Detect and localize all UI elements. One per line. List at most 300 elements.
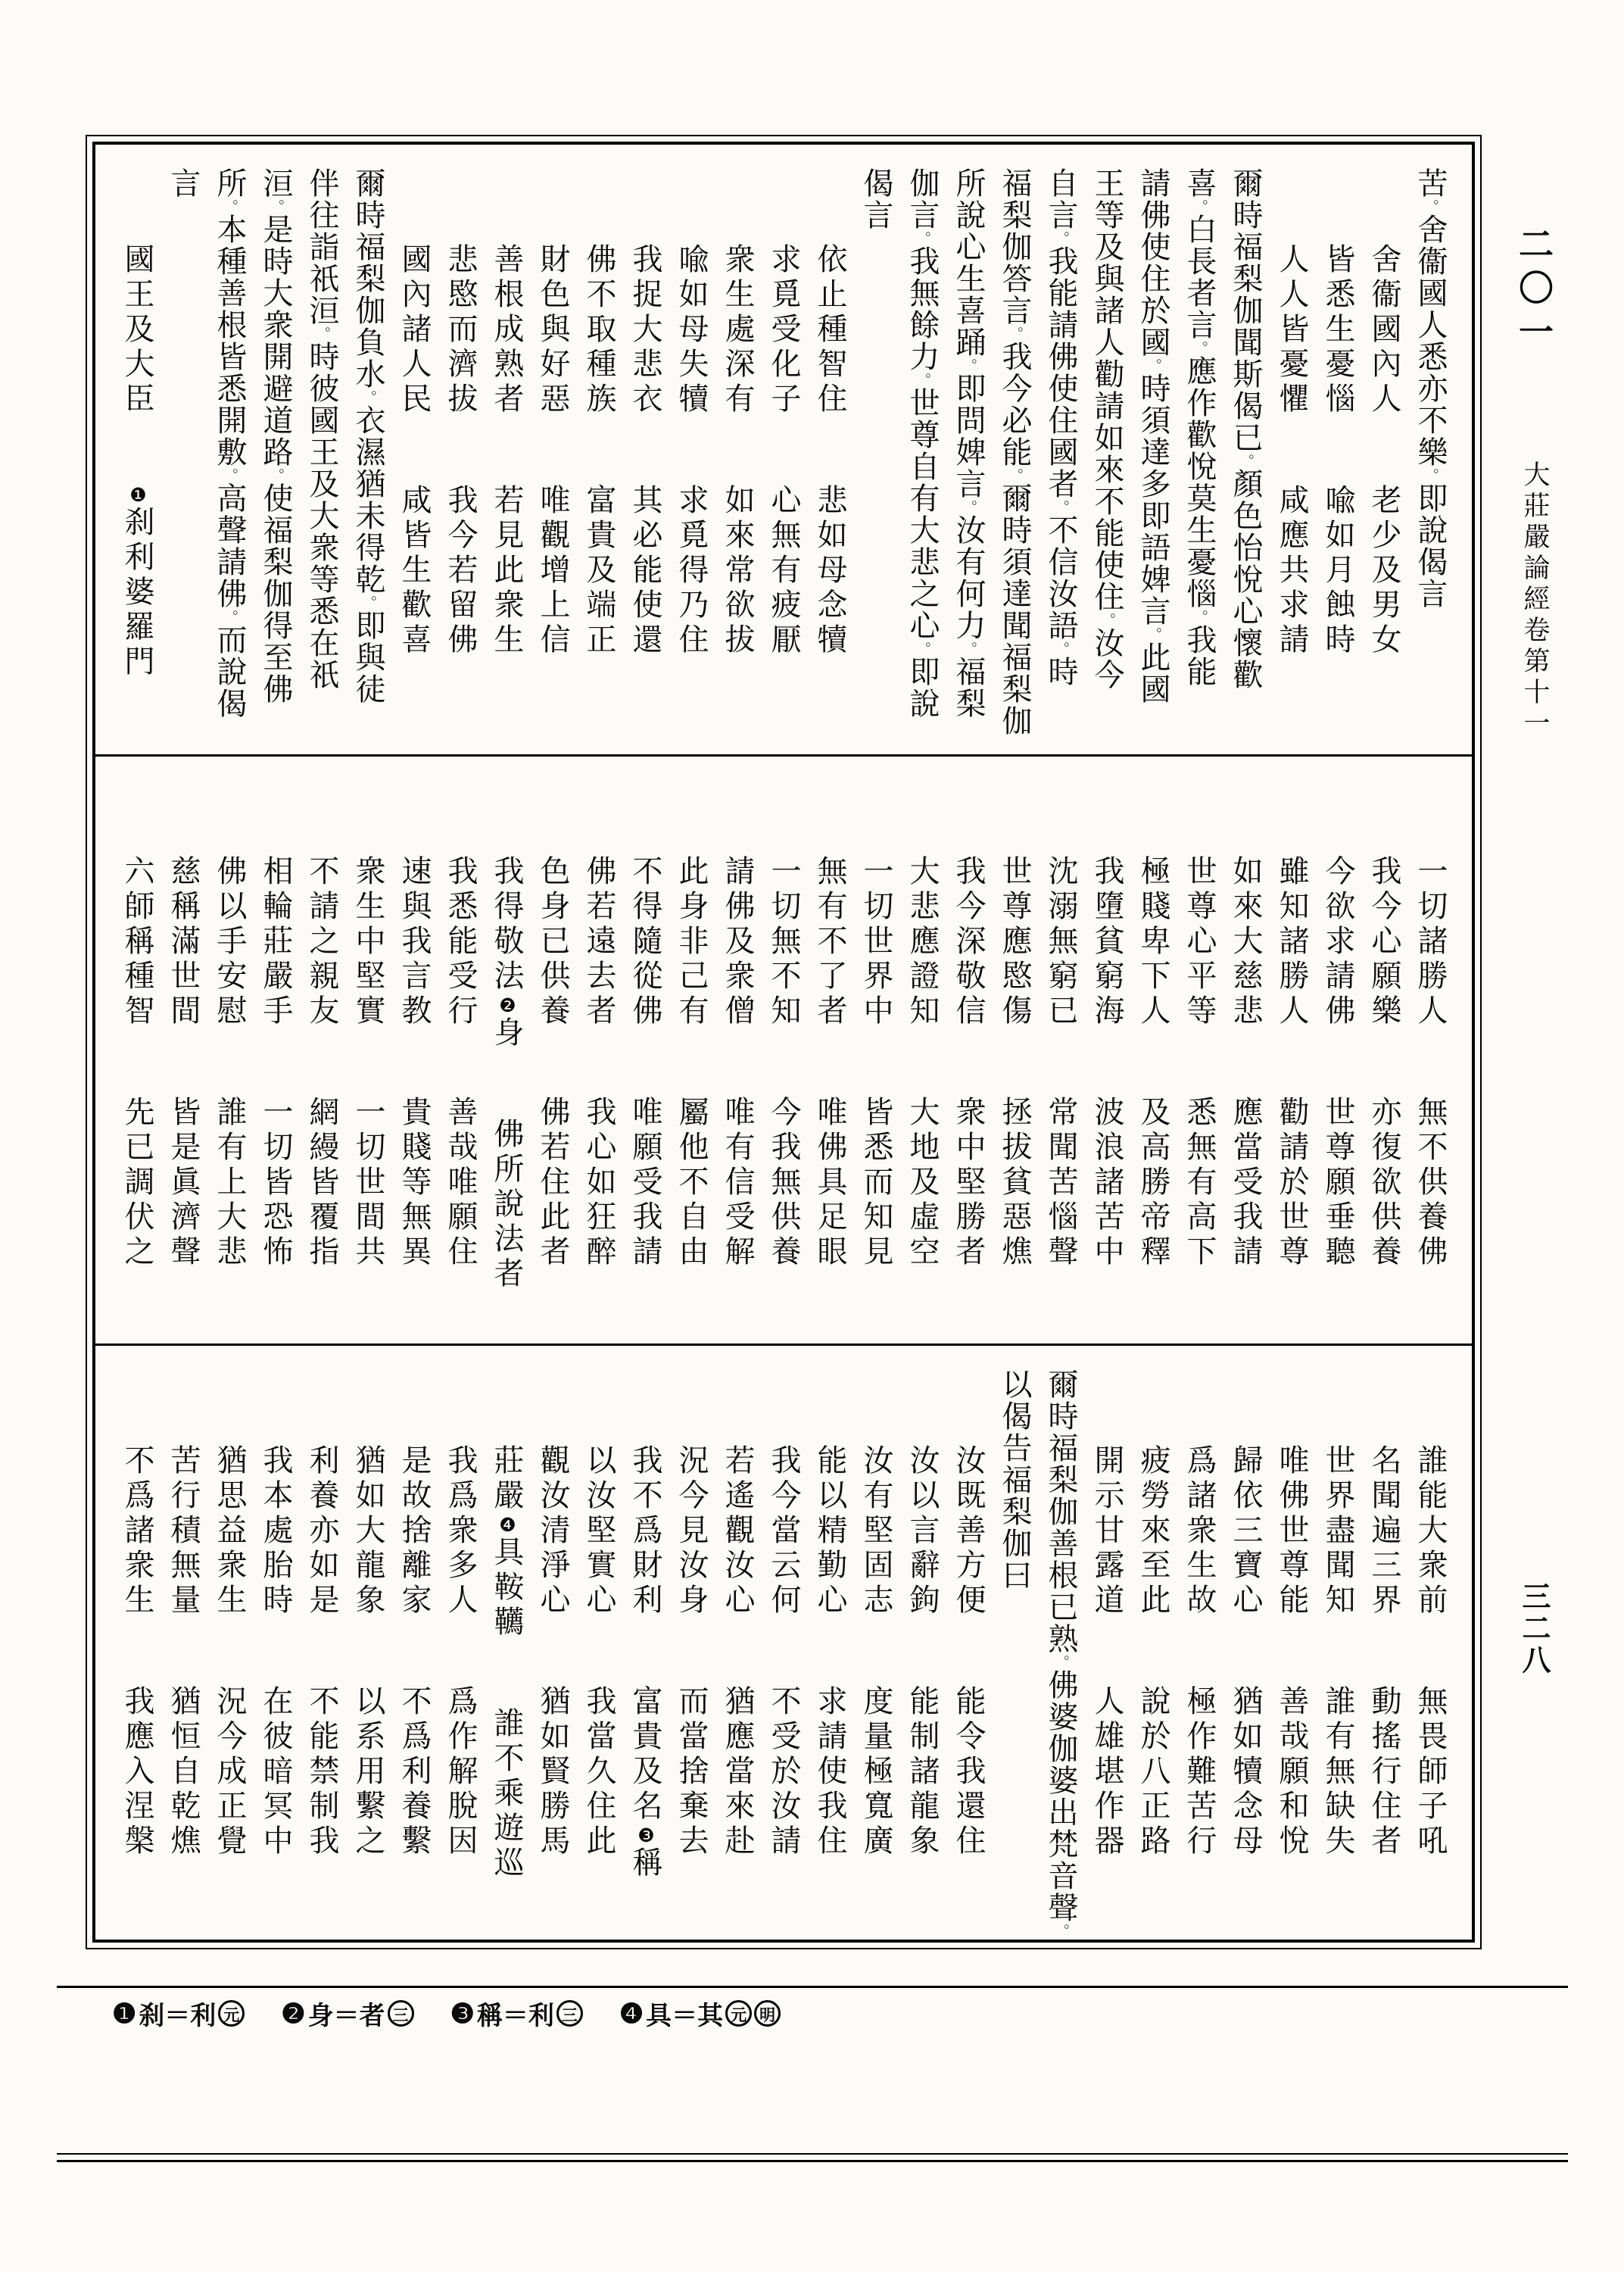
verse-phrase: 大悲應證知 [906,855,940,1029]
text-column [391,779,438,1344]
verse-phrase: 唯佛世尊能 [1275,1444,1309,1618]
punctuation: 。 [222,199,238,214]
verse-gap [183,1618,184,1685]
verse-phrase: 求覓得乃住 [675,484,709,658]
verse-phrase: 今我無供養 [767,1096,801,1270]
punctuation: 。 [360,390,376,404]
verse-phrase: 我今若留佛 [444,484,478,658]
verse-phrase: 善根成熟者 [490,243,524,417]
verse-gap [460,417,461,484]
verse-phrase: 汝有堅固志 [859,1444,893,1618]
verse-gap [876,1029,877,1096]
verse-phrase: 喩如月蝕時 [1321,484,1355,658]
text-column [530,167,576,754]
verse-phrase: ❶刹利婆羅門 [120,484,154,680]
verse-phrase: 若遙觀汝心 [721,1444,755,1618]
verse-phrase: 以系用繫之 [351,1685,385,1859]
verse-phrase: 色身已供養 [536,855,570,1029]
punctuation: 。 [1053,1655,1069,1669]
text-column [1315,167,1361,754]
verse-phrase: 觀汝清淨心 [536,1444,570,1618]
verse-gap [599,1618,600,1685]
text-column [1223,779,1269,1344]
text-column [161,1369,207,1940]
verse-phrase: 拯拔貧惡燋 [998,1096,1032,1270]
punctuation: 。 [1192,610,1208,624]
verse-phrase: 老少及男女 [1367,484,1401,658]
verse-gap [460,1618,461,1685]
footnote-text: 具＝其 [646,2002,724,2030]
verse-phrase: 而當捨棄去 [675,1685,709,1859]
verse-gap [1107,1618,1108,1685]
verse-phrase: 一切諸勝人 [1414,855,1448,1029]
verse-phrase: 無有不了者 [813,855,847,1029]
verse-phrase: 如來常欲拔 [721,484,755,658]
text-column [1084,779,1130,1344]
text-column: 自言。我能請佛使住國者。不信汝語。時 [1044,167,1078,688]
text-column [438,167,484,754]
text-column: 偈言 [859,167,893,231]
verse-gap [830,1618,831,1685]
verse-phrase: 猶恒自乾燋 [167,1685,201,1859]
verse-gap [322,1029,323,1096]
text-column [946,1369,992,1940]
verse-phrase: 無不供養佛 [1414,1096,1448,1270]
punctuation: 。 [1053,231,1069,245]
verse-phrase: 其必能使還 [628,484,662,658]
verse-phrase: 況今見汝身 [675,1444,709,1618]
text-column [761,779,807,1344]
verse-phrase: 況今成正覺 [213,1685,247,1859]
verse-phrase: 利養亦如是 [305,1444,339,1618]
punctuation: 。 [268,199,284,214]
verse-phrase: 不能禁制我 [305,1685,339,1859]
text-column [345,1369,391,1940]
verse-gap [1430,1029,1431,1096]
verse-phrase: 相輪莊嚴手 [259,855,293,1029]
verse-phrase: 求請使我住 [813,1685,847,1859]
verse-gap [1384,1618,1385,1685]
text-column [1315,1369,1361,1940]
footnote-text: 稱＝利 [476,2002,554,2030]
verse-phrase: 今欲求請佛 [1321,855,1355,1029]
verse-phrase: 人人皆憂懼 [1275,243,1309,417]
text-column [1269,779,1315,1344]
verse-gap [1430,1618,1431,1685]
verse-phrase: 求覓受化子 [767,243,801,417]
punctuation: 。 [1007,326,1023,341]
verse-phrase: 悲愍而濟拔 [444,243,478,417]
verse-phrase: 一切世界中 [859,855,893,1029]
verse-gap [1245,1618,1246,1685]
verse-phrase: 疲勞來至此 [1136,1444,1170,1618]
text-column [114,167,161,754]
verse-gap [691,1618,692,1685]
verse-gap [1338,1029,1339,1096]
punctuation: 。 [1192,199,1208,214]
footnote-item [112,1995,245,2032]
punctuation: 。 [1007,468,1023,482]
edition-mark: 明 [754,2000,781,2027]
verse-phrase: 佛不取種族 [582,243,616,417]
edition-mark: 三 [388,2000,414,2027]
verse-phrase: 速與我言教 [397,855,432,1029]
verse-phrase: 以汝堅實心 [582,1444,616,1618]
verse-gap [691,1029,692,1096]
text-section-lower [95,1346,1472,1940]
text-column [807,779,853,1344]
verse-gap [137,1029,138,1096]
text-column [669,779,715,1344]
verse-phrase: 若見此衆生 [490,484,524,658]
text-column [1269,1369,1315,1940]
verse-phrase: 我本處胎時 [259,1444,293,1618]
verse-phrase: 苦行積無量 [167,1444,201,1618]
verse-phrase: 雖知諸勝人 [1275,855,1309,1029]
verse-phrase: 皆是眞濟聲 [167,1096,201,1270]
punctuation: 。 [268,468,284,482]
verse-phrase: 我捉大悲衣 [628,243,662,417]
verse-phrase: 唯有信受解 [721,1096,755,1270]
punctuation: 。 [1099,613,1115,627]
text-column: 伴往詣祇洹。時彼國王及大衆等悉在祇 [305,167,339,691]
text-column [761,167,807,754]
edition-mark: 元 [725,2000,752,2027]
text-column: 以偈告福梨伽曰 [998,1369,1032,1591]
verse-gap [229,1029,230,1096]
text-column [576,779,622,1344]
verse-gap [922,1029,923,1096]
verse-phrase: 猶思益衆生 [213,1444,247,1618]
verse-gap [414,1029,415,1096]
verse-gap [922,1618,923,1685]
verse-phrase: 誰能大衆前 [1414,1444,1448,1618]
verse-phrase: 在彼暗冥中 [259,1685,293,1859]
text-column: 王等及與諸人勸請如來不能使住。汝今 [1090,167,1124,691]
punctuation: 。 [961,641,977,656]
footnote-item [450,1995,583,2032]
verse-gap [645,1618,646,1685]
verse-phrase: 沈溺無窮已 [1044,855,1078,1029]
verse-gap [645,417,646,484]
text-column [899,1369,946,1940]
verse-phrase: 心無有疲厭 [767,484,801,658]
verse-phrase: 汝以言辭鉤 [906,1444,940,1618]
text-column [669,167,715,754]
text-column [576,167,622,754]
text-column [530,779,576,1344]
verse-phrase: 亦復欲供養 [1367,1096,1401,1270]
text-column [1315,779,1361,1344]
verse-phrase: 請佛及衆僧 [721,855,755,1029]
punctuation: 。 [1146,627,1161,641]
text-column [1130,779,1177,1344]
text-column [438,1369,484,1940]
verse-phrase: 唯佛具足眼 [813,1096,847,1270]
text-column [299,779,345,1344]
verse-gap [1107,1029,1108,1096]
text-column [715,1369,761,1940]
text-column [807,167,853,754]
verse-phrase: 度量極寬廣 [859,1685,893,1859]
verse-phrase: 一切世間共 [351,1096,385,1270]
verse-phrase: 財色與好惡 [536,243,570,417]
verse-phrase: 我墮貧窮海 [1090,855,1124,1029]
text-column [1361,779,1407,1344]
verse-phrase: 動搖行住者 [1367,1685,1401,1859]
text-column: 所說心生喜踊。即問婢言。汝有何力。福梨 [952,167,986,719]
text-column [853,779,899,1344]
verse-phrase: 我得敬法❷身 [490,855,524,1051]
verse-phrase: 世尊願垂聽 [1321,1096,1355,1270]
verse-phrase: 不爲諸衆生 [120,1444,154,1618]
text-column: 爾時福梨伽善根已熟。佛婆伽婆出梵音聲。 [1044,1369,1078,1938]
verse-phrase: 爲諸衆生故 [1183,1444,1217,1618]
text-column: 洹。是時大衆開避道路。使福梨伽得至佛 [259,167,293,705]
verse-gap [968,1618,969,1685]
verse-phrase: 先已調伏之 [120,1096,154,1270]
verse-phrase: 我悉能受行 [444,855,478,1029]
verse-gap [1338,1618,1339,1685]
text-column [622,779,669,1344]
verse-phrase: 世界盡聞知 [1321,1444,1355,1618]
verse-phrase: 誰不乘遊巡 [490,1707,524,1881]
verse-phrase: 勸請於世尊 [1275,1096,1309,1270]
scripture-title: 大莊嚴論經卷第十一 [1520,460,1550,740]
text-column: 苦。舍衞國人悉亦不樂。即說偈言 [1414,167,1448,610]
verse-phrase: 悉無有高下 [1183,1096,1217,1270]
verse-phrase: 是故捨離家 [397,1444,432,1618]
text-column: 伽言。我無餘力。世尊自有大悲之心。即說 [906,167,940,719]
text-column [114,779,161,1344]
verse-phrase: 我今心願樂 [1367,855,1401,1029]
verse-gap [322,1618,323,1685]
punctuation: 。 [961,500,977,514]
footnote-number: ❸ [450,1998,475,2029]
text-column [946,779,992,1344]
verse-phrase: 如來大慈悲 [1229,855,1263,1029]
footnote-item [619,1995,781,2032]
punctuation: 。 [961,358,977,373]
verse-phrase: 我爲衆多人 [444,1444,478,1618]
verse-phrase: 喩如母失犢 [675,243,709,417]
edition-mark: 元 [218,2000,245,2027]
verse-gap [830,417,831,484]
text-frame [92,142,1475,1943]
verse-phrase: 世尊應愍傷 [998,855,1032,1029]
text-column [391,1369,438,1940]
verse-phrase: 汝既善方便 [952,1444,986,1618]
verse-phrase: 常聞苦惱聲 [1044,1096,1078,1270]
footnote-text: 刹＝利 [139,2002,217,2030]
verse-phrase: 網縵皆覆指 [305,1096,339,1270]
text-column [853,1369,899,1940]
punctuation: 。 [1053,500,1069,514]
footnote-number: ❶ [112,1998,137,2029]
verse-phrase: 衆中堅勝者 [952,1096,986,1270]
text-column: 爾時福梨伽聞斯偈已。顏色怡悅心懷歡 [1229,167,1263,691]
verse-phrase: 能以精勤心 [813,1444,847,1618]
verse-phrase: 我心如狂醉 [582,1096,616,1270]
verse-phrase: 開示甘露道 [1090,1444,1124,1618]
text-column [484,779,530,1344]
verse-phrase: 爲作解脫因 [444,1685,478,1859]
text-column [1361,167,1407,754]
text-column [622,1369,669,1940]
punctuation: 。 [360,595,376,610]
verse-gap [737,417,738,484]
verse-phrase: 皆悉而知見 [859,1096,893,1270]
verse-gap [1153,1029,1154,1096]
verse-phrase: 我今深敬信 [952,855,986,1029]
punctuation: 。 [314,326,330,341]
verse-phrase: 世尊心平等 [1183,855,1217,1029]
text-column [484,167,530,754]
verse-phrase: 我應入涅槃 [120,1685,154,1859]
footnote-marker: ❷ [497,994,517,1016]
verse-phrase: 我不爲財利 [628,1444,662,1618]
punctuation: 。 [222,610,238,624]
footnote-apparatus [112,1995,781,2032]
text-column [1038,779,1084,1344]
verse-phrase: 能令我還住 [952,1685,986,1859]
verse-phrase: 唯願受我請 [628,1096,662,1270]
text-column [1223,1369,1269,1940]
verse-gap [1153,1618,1154,1685]
footnote-marker: ❶ [127,484,148,506]
text-column [899,779,946,1344]
verse-gap [1245,1029,1246,1096]
text-column [1177,1369,1223,1940]
verse-phrase: 不爲利養繫 [397,1685,432,1859]
punctuation: 。 [1238,454,1254,468]
verse-gap [737,1618,738,1685]
verse-gap [1384,1029,1385,1096]
punctuation: 。 [1423,468,1439,482]
text-column [1407,779,1454,1344]
verse-gap [645,1029,646,1096]
punctuation: 。 [222,468,238,482]
verse-phrase: 咸應共求請 [1275,484,1309,658]
text-column [253,1369,299,1940]
footnote-divider-rule [57,1986,1568,1988]
verse-gap [1199,1618,1200,1685]
text-column [114,1369,161,1940]
text-column [253,779,299,1344]
verse-phrase: 人雄堪作器 [1090,1685,1124,1859]
verse-phrase: 大地及虛空 [906,1096,940,1270]
verse-phrase: 一切無不知 [767,855,801,1029]
verse-phrase: 貴賤等無異 [397,1096,432,1270]
text-column [1130,1369,1177,1940]
text-column [807,1369,853,1940]
verse-phrase: 佛若遠去者 [582,855,616,1029]
punctuation: 。 [915,373,930,387]
punctuation: 。 [915,641,930,656]
verse-gap [460,1029,461,1096]
verse-phrase: 悲如母念犢 [813,484,847,658]
verse-phrase: 國內諸人民 [397,243,432,417]
verse-phrase: 猶如賢勝馬 [536,1685,570,1859]
verse-phrase: 不受於汝請 [767,1685,801,1859]
verse-phrase: 不請之親友 [305,855,339,1029]
text-column [715,779,761,1344]
verse-phrase: 依止種智住 [813,243,847,417]
verse-phrase: 猶如大龍象 [351,1444,385,1618]
verse-gap [599,1029,600,1096]
text-column [715,167,761,754]
verse-phrase: 屬他不自由 [675,1096,709,1270]
text-section-middle [95,757,1472,1346]
verse-phrase: 極賤卑下人 [1136,855,1170,1029]
folio-number: 二〇一 [1514,226,1553,357]
verse-gap [368,1618,369,1685]
bottom-rule [57,2160,1568,2162]
verse-gap [1199,1029,1200,1096]
text-column [391,167,438,754]
verse-gap [737,1029,738,1096]
text-column [299,1369,345,1940]
verse-phrase: 國王及大臣 [120,243,154,417]
verse-gap [691,417,692,484]
verse-phrase: 應當受我請 [1229,1096,1263,1270]
verse-gap [1338,417,1339,484]
text-column [669,1369,715,1940]
verse-gap [876,1618,877,1685]
text-column [530,1369,576,1940]
verse-phrase: 我當久住此 [582,1685,616,1859]
verse-phrase: 慈稱滿世間 [167,855,201,1029]
verse-gap [137,1618,138,1685]
text-column [484,1369,530,1940]
verse-phrase: 此身非己有 [675,855,709,1029]
text-column: 請佛使住於國。時須達多即語婢言。此國 [1136,167,1170,705]
verse-gap [183,1029,184,1096]
verse-gap [968,1029,969,1096]
text-column [438,779,484,1344]
punctuation: 。 [1423,199,1439,214]
verse-phrase: 能制諸龍象 [906,1685,940,1859]
punctuation: 。 [1053,1924,1069,1938]
verse-phrase: 咸皆生歡喜 [397,484,432,658]
page-number: 三二八 [1517,1581,1549,1677]
verse-phrase: 莊嚴❹具鞍韉 [490,1444,524,1640]
verse-phrase: 衆生中堅實 [351,855,385,1029]
punctuation: 。 [1146,358,1161,373]
text-column: 爾時福梨伽負水。衣濕猶未得乾。即與徒 [351,167,385,705]
edition-mark: 三 [556,2000,583,2027]
verse-phrase: 誰有上大悲 [213,1096,247,1270]
verse-phrase: 富貴及名❸稱 [628,1685,662,1881]
verse-phrase: 舍衞國內人 [1367,243,1401,417]
verse-phrase: 六師稱種智 [120,855,154,1029]
verse-phrase: 善哉唯願住 [444,1096,478,1270]
text-column [161,779,207,1344]
punctuation: 。 [915,231,930,245]
verse-gap [599,417,600,484]
punctuation: 。 [1192,341,1208,355]
verse-gap [229,1618,230,1685]
verse-phrase: 佛以手安慰 [213,855,247,1029]
text-column [1177,779,1223,1344]
verse-phrase: 極作難苦行 [1183,1685,1217,1859]
verse-phrase: 皆悉生憂惱 [1321,243,1355,417]
text-column [992,779,1038,1344]
text-column [1269,167,1315,754]
footnote-number: ❷ [281,1998,306,2029]
verse-phrase: 說於八正路 [1136,1685,1170,1859]
text-column [576,1369,622,1940]
